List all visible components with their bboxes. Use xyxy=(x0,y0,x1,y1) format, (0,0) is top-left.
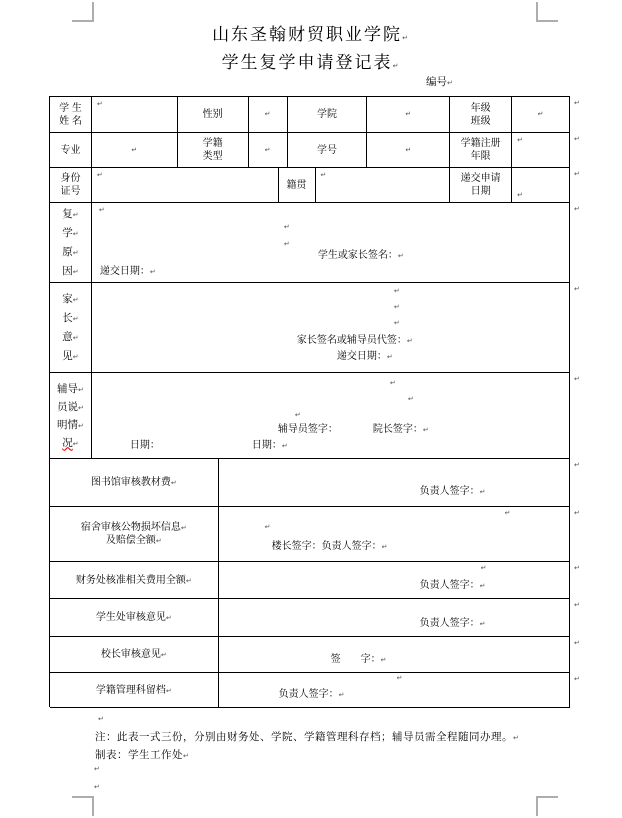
label-line xyxy=(96,684,172,697)
paragraph-mark: ↵ xyxy=(98,207,105,214)
label-text-spellcheck: 况 xyxy=(62,436,73,449)
label-text: 院长签字： xyxy=(372,424,423,435)
paragraph-mark: ↵ xyxy=(422,427,429,434)
registry-archive-area[interactable] xyxy=(219,673,570,708)
gender-label xyxy=(178,97,249,133)
student-affairs-signature-label xyxy=(420,617,486,630)
label-line: 递交申请 xyxy=(460,173,501,184)
paragraph-mark: ↵ xyxy=(283,241,290,248)
paragraph-mark: ↵ xyxy=(72,334,79,342)
label-char: 学 xyxy=(62,226,73,239)
paragraph-mark: ↵ xyxy=(78,422,84,430)
parent-opinion-label xyxy=(50,283,92,373)
label-line: 籍贯 xyxy=(286,179,307,191)
paragraph-mark: ↵ xyxy=(393,288,400,295)
label-text: 宿舍审核公物损坏信息 xyxy=(80,522,181,533)
label-line xyxy=(57,398,84,416)
president-signature-label xyxy=(331,653,387,666)
label-line: 学号 xyxy=(316,144,337,156)
paragraph-mark: ↵ xyxy=(479,583,486,590)
id-number-label xyxy=(50,168,92,203)
president-review-area[interactable] xyxy=(219,637,570,673)
resume-reason-area[interactable] xyxy=(92,203,570,283)
paragraph-mark: ↵ xyxy=(574,676,580,683)
paragraph-mark: ↵ xyxy=(94,784,100,791)
finance-review-area[interactable] xyxy=(219,562,570,599)
label-line xyxy=(57,416,84,434)
label-line: 学院 xyxy=(316,109,337,120)
paragraph-mark: ↵ xyxy=(264,111,271,118)
row-student-name xyxy=(50,97,570,133)
label-line: 身份 xyxy=(60,173,81,184)
row-president-review xyxy=(50,637,570,673)
paragraph-mark: ↵ xyxy=(131,146,138,154)
paragraph-mark: ↵ xyxy=(392,63,401,70)
paragraph-mark: ↵ xyxy=(183,753,190,760)
paragraph-mark: ↵ xyxy=(72,249,79,257)
president-review-label xyxy=(50,637,219,673)
label-line xyxy=(62,347,78,366)
form-table xyxy=(49,96,570,707)
student-name-label xyxy=(50,97,92,133)
status-type-input[interactable] xyxy=(249,133,288,168)
student-id-input[interactable] xyxy=(367,133,450,168)
paragraph-mark: ↵ xyxy=(72,268,79,276)
label-text: 辅导 xyxy=(57,382,79,395)
native-place-label xyxy=(279,168,316,203)
label-line xyxy=(57,380,84,398)
paragraph-mark: ↵ xyxy=(281,443,288,450)
paragraph-mark: ↵ xyxy=(389,380,396,387)
student-parent-signature-label xyxy=(318,249,404,262)
paragraph-mark: ↵ xyxy=(72,315,79,323)
paragraph-mark: ↵ xyxy=(180,525,187,532)
paragraph-mark: ↵ xyxy=(574,100,580,107)
paragraph-mark: ↵ xyxy=(405,111,412,118)
major-label xyxy=(50,133,92,168)
paragraph-mark: ↵ xyxy=(338,692,345,699)
label-text: 图书馆审核教材费 xyxy=(90,477,171,488)
finance-responsible-signature-label xyxy=(420,579,486,592)
margin-corner-mark-top-left xyxy=(72,2,94,22)
label-text: 学籍管理科留档 xyxy=(95,684,166,696)
paragraph-mark: ↵ xyxy=(574,171,580,178)
dormitory-signature-label xyxy=(272,540,388,553)
label-char: 因 xyxy=(62,264,73,277)
row-dormitory-review xyxy=(50,507,570,562)
label-text: 日期： xyxy=(129,440,160,451)
paragraph-mark: ↵ xyxy=(537,111,544,118)
status-type-label xyxy=(178,133,249,168)
resume-reason-label xyxy=(50,203,92,283)
registry-archive-label xyxy=(50,673,219,708)
student-affairs-review-area[interactable] xyxy=(219,599,570,637)
paragraph-mark: ↵ xyxy=(396,675,403,682)
label-text: 辅导员签字： xyxy=(277,424,338,435)
label-line xyxy=(106,534,162,547)
paragraph-mark: ↵ xyxy=(170,480,177,487)
id-number-input[interactable] xyxy=(92,168,279,203)
label-line xyxy=(62,290,78,309)
library-review-area[interactable] xyxy=(219,459,570,507)
label-line xyxy=(62,224,78,243)
label-char: 复 xyxy=(62,207,73,220)
label-line: 班级 xyxy=(470,115,491,127)
paragraph-mark: ↵ xyxy=(386,354,393,361)
paragraph-mark: ↵ xyxy=(517,192,523,199)
paragraph-mark: ↵ xyxy=(406,338,413,345)
paragraph-mark: ↵ xyxy=(320,172,327,179)
label-line: 类型 xyxy=(202,151,223,162)
label-line xyxy=(96,611,172,624)
student-affairs-review-label xyxy=(50,599,219,637)
paragraph-mark: ↵ xyxy=(165,687,172,695)
paragraph-mark: ↵ xyxy=(574,510,580,517)
label-char: 长 xyxy=(62,311,73,324)
paragraph-mark: ↵ xyxy=(380,657,387,664)
student-name-input[interactable] xyxy=(92,97,178,133)
row-counselor-note xyxy=(50,373,570,459)
label-text: 财务处核准相关费用全额 xyxy=(75,574,186,586)
paragraph-mark: ↵ xyxy=(381,544,388,551)
label-line: 学籍 xyxy=(202,138,223,149)
label-char: 见 xyxy=(62,349,73,362)
paragraph-mark: ↵ xyxy=(447,80,453,87)
paragraph-mark: ↵ xyxy=(517,137,523,144)
label-line: 专业 xyxy=(60,144,81,156)
grade-class-input[interactable] xyxy=(512,97,570,133)
label-text: 负责人签字： xyxy=(278,689,339,700)
row-student-affairs-review xyxy=(50,599,570,637)
paragraph-mark: ↵ xyxy=(160,652,167,659)
paragraph-mark: ↵ xyxy=(94,766,100,773)
label-line xyxy=(62,309,78,328)
form-title-text: 学生复学申请登记表 xyxy=(221,53,393,72)
parent-signature-label xyxy=(297,334,413,347)
paragraph-mark: ↵ xyxy=(574,286,580,293)
row-id-number xyxy=(50,168,570,203)
paragraph-mark: ↵ xyxy=(72,440,79,448)
label-line xyxy=(76,574,192,587)
label-text: 学生或家长签名： xyxy=(317,250,398,261)
paragraph-mark: ↵ xyxy=(149,269,156,276)
counselor-signature-label xyxy=(278,423,338,436)
label-line: 证号 xyxy=(60,186,81,197)
counselor-date-label xyxy=(130,439,160,452)
parent-submit-date-label xyxy=(337,350,393,363)
label-text: 递交日期： xyxy=(336,351,387,362)
label-line xyxy=(62,205,78,224)
label-text: 递交日期： xyxy=(99,266,150,277)
paragraph-mark: ↵ xyxy=(72,230,79,238)
label-text: 明情 xyxy=(57,418,79,431)
major-input[interactable] xyxy=(92,133,178,168)
margin-corner-mark-bottom-left xyxy=(72,796,94,816)
paragraph-mark: ↵ xyxy=(72,353,79,361)
label-line xyxy=(62,243,78,262)
paragraph-mark: ↵ xyxy=(264,146,271,154)
label-line: 学籍注册 xyxy=(460,138,501,149)
paragraph-mark: ↵ xyxy=(574,376,580,383)
label-text: 签 字： xyxy=(330,654,381,665)
form-title xyxy=(0,48,622,73)
native-place-input[interactable] xyxy=(316,168,451,203)
row-parent-opinion xyxy=(50,283,570,373)
label-text: 员说 xyxy=(57,400,79,413)
paragraph-mark: ↵ xyxy=(393,320,400,327)
school-name-text: 山东圣翰财贸职业学院 xyxy=(212,25,403,44)
label-line: 学 生 xyxy=(59,102,82,114)
label-line: 姓 名 xyxy=(59,115,82,127)
paragraph-mark: ↵ xyxy=(393,304,400,311)
label-text: 负责人签字： xyxy=(419,580,480,591)
row-finance-review xyxy=(50,562,570,599)
counselor-note-area[interactable] xyxy=(92,373,570,459)
paragraph-mark: ↵ xyxy=(513,735,520,742)
library-review-label xyxy=(50,459,219,507)
margin-corner-mark-top-right xyxy=(536,2,558,22)
apply-date-label xyxy=(450,168,512,203)
form-number-text: 编号 xyxy=(426,76,447,88)
label-line xyxy=(91,476,177,489)
gender-input[interactable] xyxy=(249,97,288,133)
paragraph-mark: ↵ xyxy=(72,211,79,219)
label-line xyxy=(81,521,187,534)
label-char: 原 xyxy=(62,245,73,258)
form-note xyxy=(95,729,519,744)
label-text: 负责人签字： xyxy=(419,486,480,497)
finance-review-label xyxy=(50,562,219,599)
margin-corner-mark-bottom-right xyxy=(536,796,558,816)
dormitory-review-area[interactable] xyxy=(219,507,570,562)
school-name-title xyxy=(0,20,622,45)
row-library-review xyxy=(50,459,570,507)
paragraph-mark: ↵ xyxy=(574,602,580,609)
paragraph-mark: ↵ xyxy=(479,621,486,628)
paragraph-mark: ↵ xyxy=(574,640,580,647)
college-input[interactable] xyxy=(367,97,450,133)
registration-years-label xyxy=(450,133,512,168)
paragraph-mark: ↵ xyxy=(407,396,414,403)
paragraph-mark: ↵ xyxy=(264,524,271,531)
dormitory-review-label xyxy=(50,507,219,562)
registration-years-input[interactable] xyxy=(512,133,570,168)
paragraph-mark: ↵ xyxy=(574,462,580,469)
label-line xyxy=(62,262,78,281)
paragraph-mark: ↵ xyxy=(402,35,410,42)
row-registry-archive xyxy=(50,673,570,708)
label-text: 日期： xyxy=(251,440,282,451)
paragraph-mark: ↵ xyxy=(480,565,487,572)
paragraph-mark: ↵ xyxy=(283,224,290,231)
row-major xyxy=(50,133,570,168)
paragraph-mark: ↵ xyxy=(574,206,580,213)
label-line: 年限 xyxy=(470,151,491,162)
label-text: 家长签名或辅导员代签： xyxy=(296,335,407,346)
note-text: 注：此表一式三份，分别由财务处、学院、学籍管理科存档；辅导员需全程随同办理。 xyxy=(95,731,513,743)
paragraph-mark: ↵ xyxy=(78,404,84,412)
label-line xyxy=(62,434,78,452)
row-resume-reason xyxy=(50,203,570,283)
paragraph-mark: ↵ xyxy=(165,615,172,622)
paragraph-mark: ↵ xyxy=(78,386,84,394)
label-line xyxy=(62,328,78,347)
registry-signature-label xyxy=(279,688,345,701)
paragraph-mark: ↵ xyxy=(574,136,580,143)
label-text: 楼长签字：负责人签字： xyxy=(271,541,382,552)
resume-submit-date-label xyxy=(100,265,156,278)
label-line: 日期 xyxy=(470,186,491,197)
label-text: 校长审核意见 xyxy=(100,649,161,660)
label-text: 负责人签字： xyxy=(419,618,480,629)
apply-date-input[interactable] xyxy=(512,168,570,203)
paragraph-mark: ↵ xyxy=(72,296,79,304)
grade-class-label xyxy=(450,97,512,133)
paragraph-mark: ↵ xyxy=(504,510,511,517)
paragraph-mark: ↵ xyxy=(98,716,104,723)
college-label xyxy=(288,97,368,133)
label-line: 性别 xyxy=(202,109,223,120)
counselor-note-label xyxy=(50,373,92,459)
paragraph-mark: ↵ xyxy=(185,577,192,585)
paragraph-mark: ↵ xyxy=(96,172,103,179)
label-char: 意 xyxy=(62,330,73,343)
prepared-by-text: 制表：学生工作处 xyxy=(95,749,183,761)
label-text: 学生处审核意见 xyxy=(95,612,166,623)
student-id-label xyxy=(288,133,368,168)
label-text: 及赔偿全额 xyxy=(105,535,156,546)
dean-date-label xyxy=(252,439,288,452)
paragraph-mark: ↵ xyxy=(405,146,412,154)
parent-opinion-area[interactable] xyxy=(92,283,570,373)
library-responsible-signature-label xyxy=(420,485,486,498)
label-char: 家 xyxy=(62,292,73,305)
paragraph-mark: ↵ xyxy=(155,538,162,545)
prepared-by-note xyxy=(95,747,189,762)
paragraph-mark: ↵ xyxy=(574,565,580,572)
label-line xyxy=(101,648,167,661)
paragraph-mark: ↵ xyxy=(479,489,486,496)
label-line: 年级 xyxy=(470,102,491,114)
paragraph-mark: ↵ xyxy=(397,253,404,260)
paragraph-mark: ↵ xyxy=(96,101,103,108)
form-number-label xyxy=(426,74,453,89)
dean-signature-label xyxy=(373,423,429,436)
paragraph-mark: ↵ xyxy=(294,412,301,419)
